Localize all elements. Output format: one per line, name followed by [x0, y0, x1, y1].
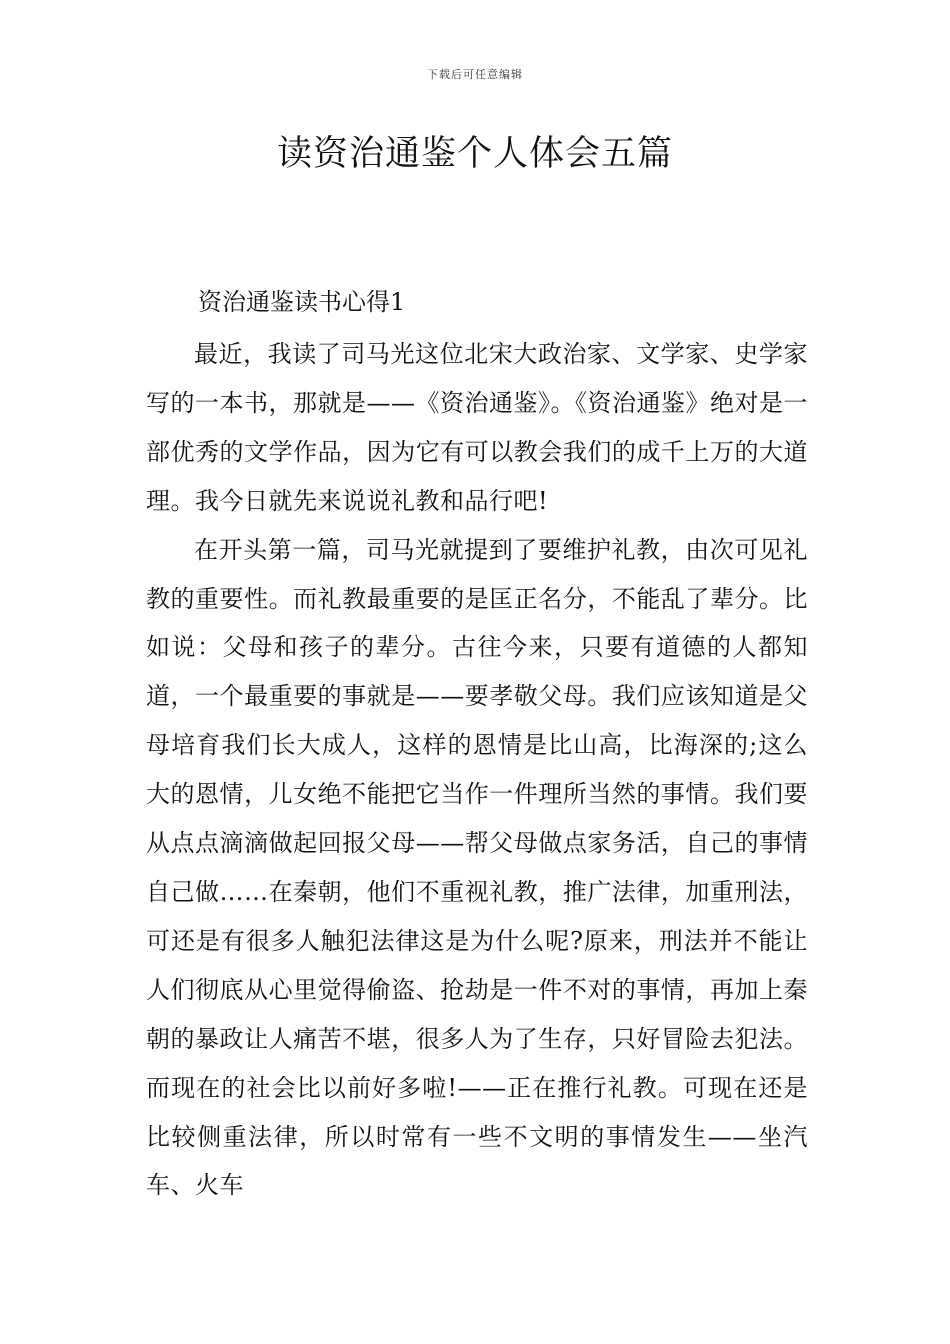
paragraph-1: 最近，我读了司马光这位北宋大政治家、文学家、史学家写的一本书，那就是——《资治通鉴》。《资治通鉴》绝对是一部优秀的文学作品，因为它有可以教会我们的成千上万的大道理。我今日就先来说说礼教和品行吧! — [146, 340, 808, 515]
document-body — [146, 282, 808, 1210]
header-note: 下载后可任意编辑 — [427, 68, 523, 81]
section-heading: 资治通鉴读书心得1 — [198, 288, 406, 316]
paragraph-2: 在开头第一篇，司马光就提到了要维护礼教，由次可见礼教的重要性。而礼教最重要的是匡正名分，不能乱了辈分。比如说：父母和孩子的辈分。古往今来，只要有道德的人都知道，一个最重要的事就是——要孝敬父母。我们应该知道是父母培育我们长大成人，这样的恩情是比山高，比海深的;这么大的恩情，儿女绝不能把它当作一件理所当然的事情。我们要从点点滴滴做起回报父母——帮父母做点家务活，自己的事情自己做……在秦朝，他们不重视礼教，推广法律，加重刑法，可还是有很多人触犯法律这是为什么呢?原来，刑法并不能让人们彻底从心里觉得偷盗、抢劫是一件不对的事情，再加上秦朝的暴政让人痛苦不堪，很多人为了生存，只好冒险去犯法。而现在的社会比以前好多啦!——正在推行礼教。可现在还是比较侧重法律，所以时常有一些不文明的事情发生——坐汽车、火车 — [146, 535, 808, 1200]
document-title: 读资治通鉴个人体会五篇 — [276, 134, 673, 174]
